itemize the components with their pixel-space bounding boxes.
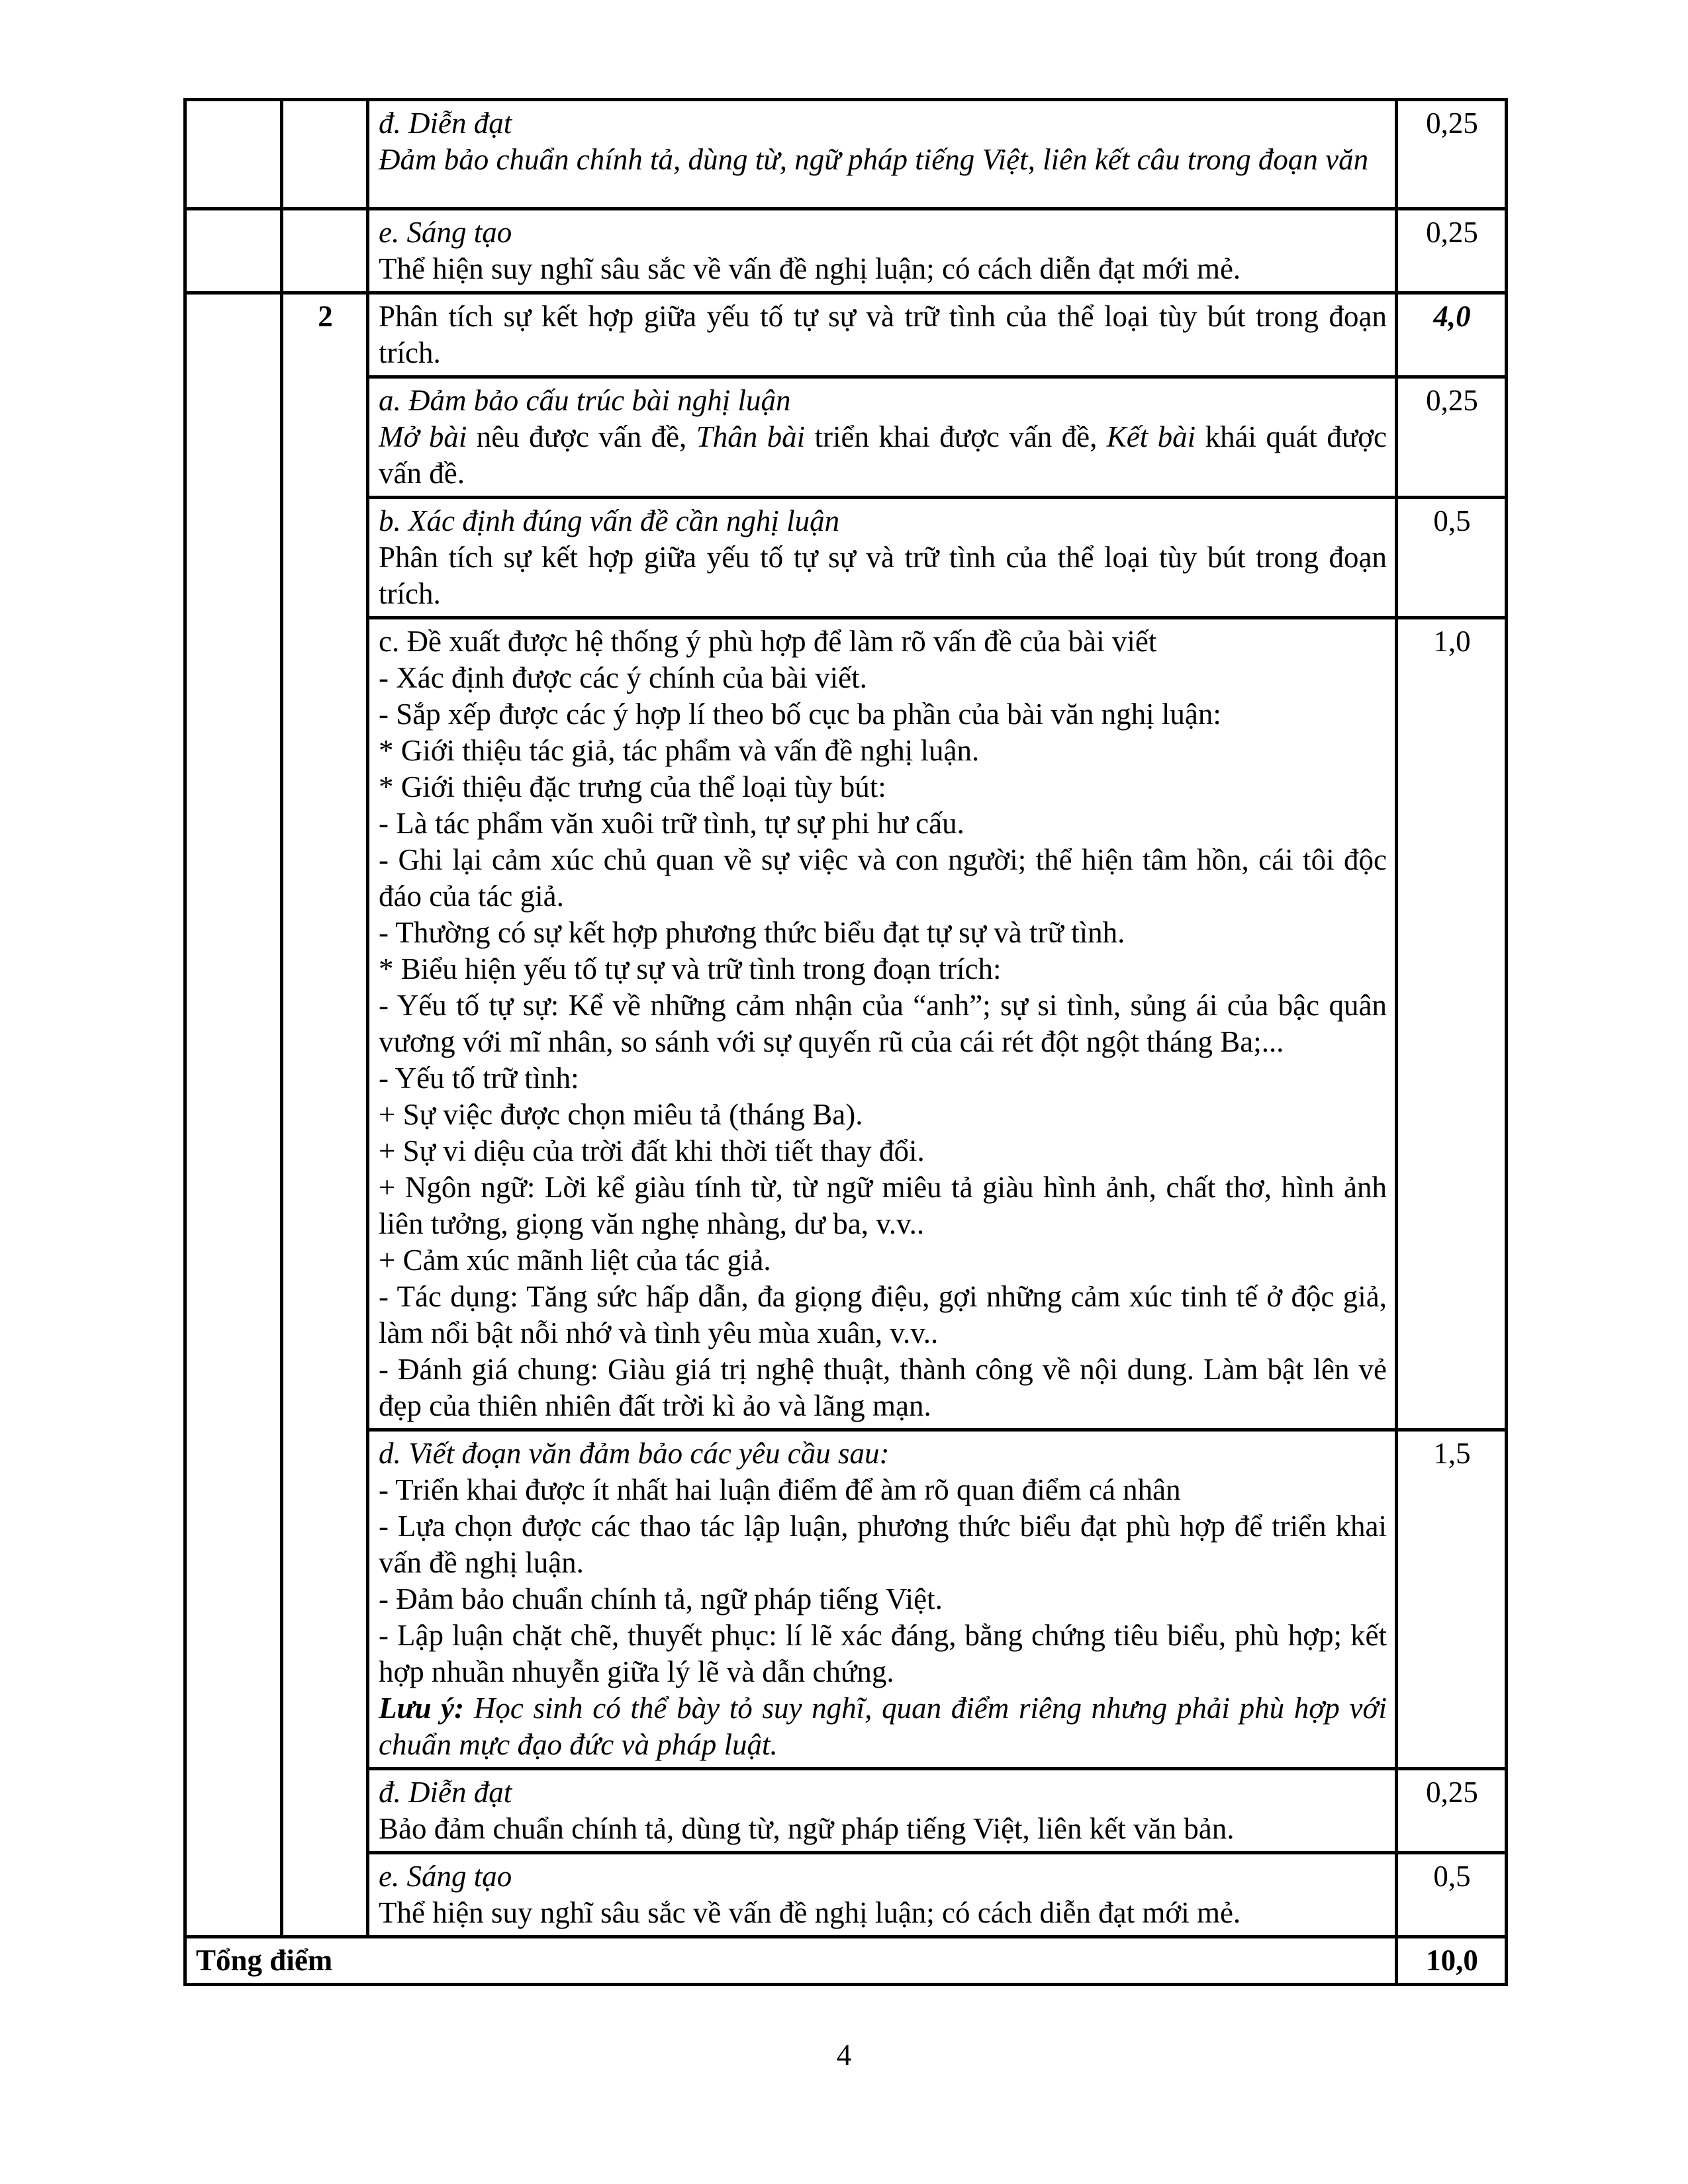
total-score-cell: 10,0 [1397, 1937, 1507, 1985]
score-cell: 0,5 [1397, 1853, 1507, 1937]
bullet-line: * Biểu hiện yếu tố tự sự và trữ tình trong đoạn trích: [379, 952, 1002, 985]
term-mo-bai: Mở bài [379, 420, 467, 453]
table-row [185, 377, 1507, 498]
criterion-text: Mở bài nêu được vấn đề, Thân bài triển khai được vấn đề, Kết bài khái quát được vấn đề. [379, 420, 1387, 490]
criterion-cell [368, 100, 1397, 209]
criterion-cell [368, 498, 1397, 618]
table-row [185, 1853, 1507, 1937]
score-cell: 0,5 [1397, 498, 1507, 618]
score-cell: 4,0 [1397, 293, 1507, 377]
bullet-line: - Xác định được các ý chính của bài viết. [379, 661, 867, 694]
page-number: 4 [836, 2038, 852, 2071]
bullet-line: - Ghi lại cảm xúc chủ quan về sự việc và con người; thể hiện tâm hồn, cái tôi độc đáo của tác giả. [379, 843, 1387, 913]
bullet-line: - Đảm bảo chuẩn chính tả, ngữ pháp tiếng Việt. [379, 1582, 943, 1615]
rubric-table [183, 98, 1508, 1986]
bullet-line: - Lựa chọn được các thao tác lập luận, phương thức biểu đạt phù hợp để triển khai vấn đề nghị luận. [379, 1510, 1387, 1579]
table-row [185, 1937, 1507, 1985]
note-label: Lưu ý: [379, 1692, 465, 1725]
q1-left-spacer-cell [185, 100, 282, 209]
term-than-bai: Thân bài [696, 420, 806, 453]
bullet-line: - Triển khai được ít nhất hai luận điểm để àm rõ quan điểm cá nhân [379, 1473, 1181, 1506]
criterion-cell [368, 1430, 1397, 1769]
q2-left-spacer-cell [185, 293, 282, 1937]
bullet-line: + Sự việc được chọn miêu tả (tháng Ba). [379, 1098, 863, 1131]
criterion-label: a. Đảm bảo cấu trúc bài nghị luận [379, 384, 791, 417]
criterion-label: e. Sáng tạo [379, 216, 512, 249]
bullet-line: * Giới thiệu tác giả, tác phẩm và vấn đề nghị luận. [379, 734, 980, 767]
criterion-text: Đảm bảo chuẩn chính tả, dùng từ, ngữ pháp tiếng Việt, liên kết câu trong đoạn văn [379, 143, 1369, 176]
note-body: Học sinh có thể bày tỏ suy nghĩ, quan điểm riêng nhưng phải phù hợp với chuẩn mực đạo đức và pháp luật. [379, 1692, 1387, 1761]
table-row [185, 209, 1507, 293]
criterion-cell [368, 618, 1397, 1430]
criterion-text: Thể hiện suy nghĩ sâu sắc về vấn đề nghị luận; có cách diễn đạt mới mẻ. [379, 1896, 1241, 1929]
criterion-label: b. Xác định đúng vấn đề cần nghị luận [379, 504, 840, 537]
note-line [379, 1690, 1387, 1763]
criterion-text: Phân tích sự kết hợp giữa yếu tố tự sự và trữ tình của thể loại tùy bút trong đoạn trích. [379, 541, 1387, 610]
bullet-line: + Sự vi diệu của trời đất khi thời tiết thay đổi. [379, 1134, 925, 1167]
score-cell: 0,25 [1397, 209, 1507, 293]
bullet-line: - Đánh giá chung: Giàu giá trị nghệ thuật, thành công về nội dung. Làm bật lên vẻ đẹp của thiên nhiên đất trời kì ảo và lãng mạn. [379, 1353, 1387, 1422]
criterion-label: c. Đề xuất được hệ thống ý phù hợp để làm rõ vấn đề của bài viết [379, 625, 1157, 658]
bullet-line: - Tác dụng: Tăng sức hấp dẫn, đa giọng điệu, gợi những cảm xúc tinh tế ở độc giả, làm nổi bật nỗi nhớ và tình yêu mùa xuân, v.v.. [379, 1280, 1387, 1349]
q1-number-spacer-cell [282, 209, 368, 293]
criterion-cell [368, 1853, 1397, 1937]
criterion-cell [368, 1769, 1397, 1853]
question-title: Phân tích sự kết hợp giữa yếu tố tự sự và trữ tình của thể loại tùy bút trong đoạn trích. [379, 300, 1387, 369]
table-row [185, 618, 1507, 1430]
table-row [185, 1430, 1507, 1769]
bullet-line: - Yếu tố trữ tình: [379, 1062, 579, 1095]
score-cell: 1,0 [1397, 618, 1507, 1430]
total-label-cell: Tổng điểm [185, 1937, 1397, 1985]
table-row [185, 1769, 1507, 1853]
bullet-line: * Giới thiệu đặc trưng của thể loại tùy bút: [379, 770, 886, 803]
bullet-line: - Là tác phẩm văn xuôi trữ tình, tự sự phi hư cấu. [379, 807, 964, 840]
criterion-label: đ. Diễn đạt [379, 107, 512, 140]
score-cell: 0,25 [1397, 100, 1507, 209]
bullet-line: - Thường có sự kết hợp phương thức biểu đạt tự sự và trữ tình. [379, 916, 1125, 949]
question-number-cell: 2 [282, 293, 368, 1937]
criterion-text: Thể hiện suy nghĩ sâu sắc về vấn đề nghị luận; có cách diễn đạt mới mẻ. [379, 252, 1241, 285]
criterion-text: Bảo đảm chuẩn chính tả, dùng từ, ngữ pháp tiếng Việt, liên kết văn bản. [379, 1812, 1235, 1845]
q1-left-spacer-cell [185, 209, 282, 293]
criterion-label: e. Sáng tạo [379, 1860, 512, 1893]
criterion-cell [368, 377, 1397, 498]
q1-number-spacer-cell [282, 100, 368, 209]
bullet-line: + Ngôn ngữ: Lời kể giàu tính từ, từ ngữ miêu tả giàu hình ảnh, chất thơ, hình ảnh liên tưởng, giọng văn nghẹ nhàng, dư ba, v.v.. [379, 1171, 1387, 1240]
score-cell: 0,25 [1397, 1769, 1507, 1853]
score-cell: 1,5 [1397, 1430, 1507, 1769]
bullet-line: - Sắp xếp được các ý hợp lí theo bố cục ba phần của bài văn nghị luận: [379, 698, 1221, 731]
criterion-cell [368, 209, 1397, 293]
bullet-line: - Yếu tố tự sự: Kể về những cảm nhận của “anh”; sự si tình, sủng ái của bậc quân vương với mĩ nhân, so sánh với sự quyến rũ của cái rét đột ngột tháng Ba;... [379, 989, 1387, 1058]
bullet-line: - Lập luận chặt chẽ, thuyết phục: lí lẽ xác đáng, bằng chứng tiêu biểu, phù hợp; kết hợp nhuần nhuyễn giữa lý lẽ và dẫn chứng. [379, 1619, 1387, 1688]
question-title-cell [368, 293, 1397, 377]
criterion-label: d. Viết đoạn văn đảm bảo các yêu cầu sau: [379, 1437, 890, 1470]
table-row [185, 293, 1507, 377]
term-ket-bai: Kết bài [1106, 420, 1196, 453]
criterion-label: đ. Diễn đạt [379, 1776, 512, 1809]
score-cell: 0,25 [1397, 377, 1507, 498]
table-row [185, 100, 1507, 209]
table-row [185, 498, 1507, 618]
bullet-line: + Cảm xúc mãnh liệt của tác giả. [379, 1244, 771, 1277]
